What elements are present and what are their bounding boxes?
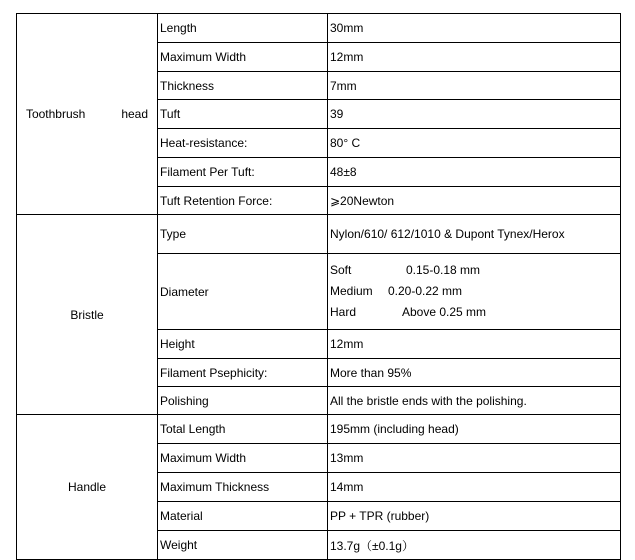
property-cell: Diameter xyxy=(158,254,328,330)
diameter-option-soft xyxy=(330,260,618,281)
value-cell: 14mm xyxy=(328,473,621,502)
diameter-option-medium xyxy=(330,281,618,302)
property-cell: Heat-resistance: xyxy=(158,129,328,158)
property-cell: Length xyxy=(158,14,328,43)
group-label-handle: Handle xyxy=(17,415,158,560)
value-cell: 48±8 xyxy=(328,158,621,187)
value-cell: All the bristle ends with the polishing. xyxy=(328,387,621,415)
property-cell: Maximum Thickness xyxy=(158,473,328,502)
value-cell: 13.7g（±0.1g） xyxy=(328,531,621,560)
value-cell: 30mm xyxy=(328,14,621,43)
value-cell: 7mm xyxy=(328,72,621,100)
value-cell: PP + TPR (rubber) xyxy=(328,502,621,531)
property-cell: Polishing xyxy=(158,387,328,415)
option-value: 0.20-0.22 mm xyxy=(388,284,463,298)
group-label-toothbrush-head xyxy=(17,14,158,215)
property-cell: Type xyxy=(158,215,328,254)
value-cell: 12mm xyxy=(328,43,621,72)
property-cell: Thickness xyxy=(158,72,328,100)
property-cell: Height xyxy=(158,330,328,359)
group-label-bristle: Bristle xyxy=(17,215,158,415)
property-cell: Filament Per Tuft: xyxy=(158,158,328,187)
value-cell: More than 95% xyxy=(328,359,621,387)
option-value: 0.15-0.18 mm xyxy=(406,263,481,277)
diameter-options xyxy=(328,254,621,330)
property-cell: Filament Psephicity: xyxy=(158,359,328,387)
diameter-option-hard xyxy=(330,302,618,323)
group-label-word: Toothbrush xyxy=(25,107,86,121)
value-cell: 13mm xyxy=(328,444,621,473)
option-label: Soft xyxy=(330,263,352,277)
property-cell: Maximum Width xyxy=(158,43,328,72)
property-cell: Tuft xyxy=(158,100,328,129)
value-cell: 195mm (including head) xyxy=(328,415,621,444)
value-cell: ⩾20Newton xyxy=(328,187,621,215)
spec-table xyxy=(16,13,621,560)
group-label-word: head xyxy=(121,107,149,121)
table-row xyxy=(17,14,621,43)
value-cell: Nylon/610/ 612/1010 & Dupont Tynex/Herox xyxy=(328,215,621,254)
property-cell: Total Length xyxy=(158,415,328,444)
option-label: Medium xyxy=(330,284,373,298)
table-row xyxy=(17,415,621,444)
table-row xyxy=(17,215,621,254)
property-cell: Material xyxy=(158,502,328,531)
property-cell: Tuft Retention Force: xyxy=(158,187,328,215)
value-cell: 80° C xyxy=(328,129,621,158)
value-cell: 39 xyxy=(328,100,621,129)
option-label: Hard xyxy=(330,305,357,319)
option-value: Above 0.25 mm xyxy=(402,305,487,319)
property-cell: Weight xyxy=(158,531,328,560)
property-cell: Maximum Width xyxy=(158,444,328,473)
value-cell: 12mm xyxy=(328,330,621,359)
